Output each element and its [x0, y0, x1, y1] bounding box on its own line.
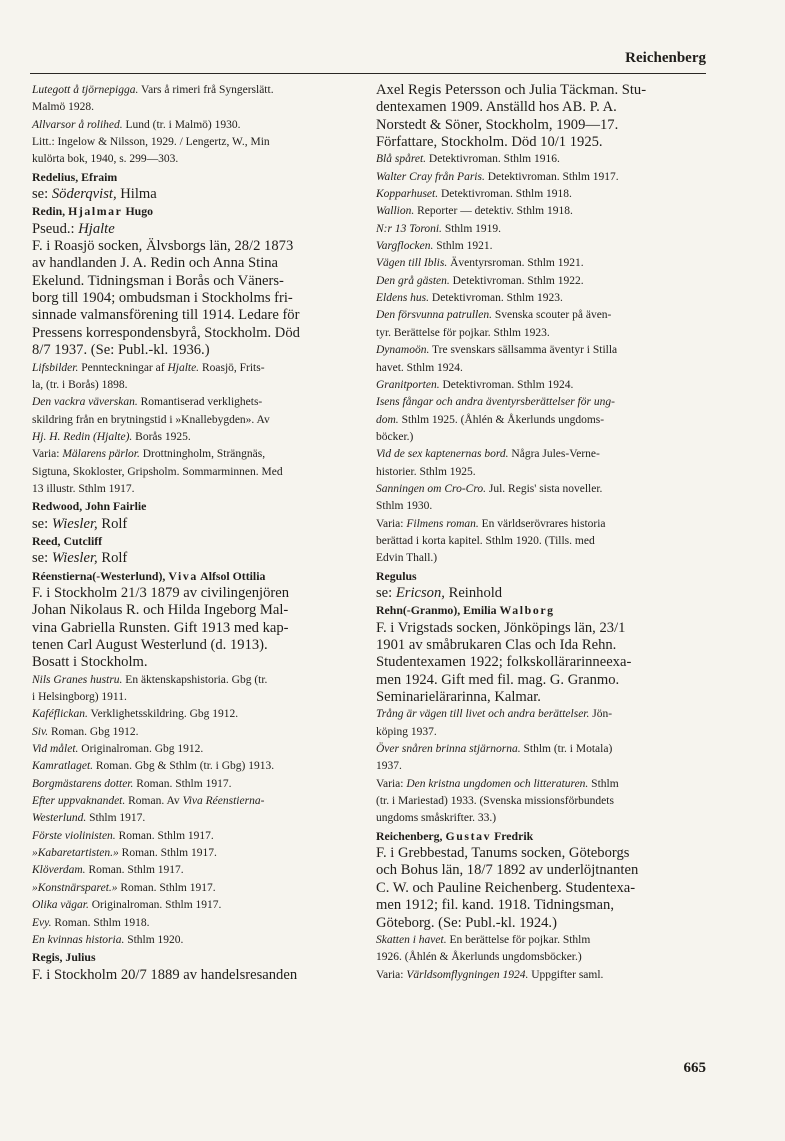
text-line: [32, 828, 362, 845]
entry-heading: Redwood, John Fairlie: [32, 499, 147, 514]
text-line: [32, 793, 362, 810]
text-line: [32, 394, 362, 411]
line-text: Reporter — detektiv. Sthlm 1918.: [414, 205, 573, 218]
title-text: dom.: [376, 413, 399, 426]
text-line: [376, 273, 706, 290]
text-line: 1926. (Åhlén & Åkerlunds ungdomsböcker.): [376, 951, 582, 964]
title-text: Blå spåret.: [376, 153, 427, 166]
text-line: Malmö 1928.: [32, 101, 94, 114]
title-text: Dynamoön.: [376, 344, 430, 357]
text-line: la, (tr. i Borås) 1898.: [32, 378, 128, 391]
line-text: Fredrik: [491, 828, 534, 843]
text-line: [32, 706, 362, 723]
line-text: En berättelse för pojkar. Sthlm: [446, 933, 591, 946]
entry-heading: [32, 203, 362, 220]
text-line: [32, 82, 362, 99]
line-text: Tre svenskars sällsamma äventyr i Stilla: [429, 344, 618, 357]
title-text: Kaféflickan.: [32, 708, 88, 721]
text-line: [376, 342, 706, 359]
line-text: Rolf: [97, 515, 128, 532]
title-text: Efter uppvaknandet.: [32, 795, 126, 808]
text-line: [376, 412, 706, 429]
line-text: En äktenskapshistoria. Gbg (tr.: [122, 673, 268, 686]
title-text: Förste violinisten.: [32, 829, 116, 842]
line-text: Detektivroman. Sthlm 1924.: [439, 378, 574, 391]
title-text: Den kristna ungdomen och litteraturen.: [406, 777, 589, 790]
text-line: men 1912; fil. kand. 1918. Tidningsman,: [376, 897, 614, 914]
header-rule: [30, 73, 706, 74]
line-text: Detektivroman. Sthlm 1922.: [449, 274, 584, 287]
text-line: ungdoms småskrifter. 33.): [376, 812, 497, 825]
text-line: köping 1937.: [376, 725, 437, 738]
text-line: berättad i korta kapitel. Sthlm 1920. (Tills. med: [376, 534, 595, 547]
line-text: Varia:: [376, 968, 407, 981]
cross-reference: [32, 186, 362, 203]
text-line: Johan Nikolaus R. och Hilda Ingeborg Mal-: [32, 602, 289, 619]
line-text: Vars å rimeri frå Syngerslätt.: [138, 84, 274, 96]
title-text: Hj. H. Redin (Hjalte).: [32, 430, 133, 443]
line-text: Rehn(-Granmo), Emilia: [376, 603, 500, 618]
line-text: Svenska scouter på även-: [491, 309, 612, 322]
line-text: En världserövrares historia: [478, 517, 606, 530]
text-line: borg till 1904; ombudsman i Stockholms fri-: [32, 290, 293, 307]
title-text: Den försvunna patrullen.: [376, 309, 492, 322]
text-line: F. i Stockholm 20/7 1889 av handelsresanden: [32, 966, 298, 983]
text-line: F. i Roasjö socken, Älvsborgs län, 28/2 1873: [32, 238, 294, 255]
line-text: Varia:: [376, 777, 407, 790]
text-line: Ekelund. Tidningsman i Borås och Väners-: [32, 272, 284, 289]
title-text: Trång är vägen till livet och andra berättelser.: [376, 708, 590, 721]
line-text: Några Jules-Verne-: [508, 448, 600, 461]
text-line: [32, 932, 362, 949]
title-text: Vägen till Iblis.: [376, 257, 448, 270]
text-line: [376, 967, 706, 984]
line-text: Uppgifter saml.: [528, 968, 604, 981]
text-line: Göteborg. (Se: Publ.-kl. 1924.): [376, 914, 557, 931]
text-line: [376, 255, 706, 272]
title-text: Westerlund.: [32, 812, 87, 825]
line-text: se:: [32, 550, 52, 567]
text-line: havet. Sthlm 1924.: [376, 361, 463, 374]
line-text: Roasjö, Frits-: [199, 361, 265, 374]
title-text: Granitporten.: [376, 378, 440, 391]
title-text: Siv.: [32, 725, 49, 738]
line-text: Roman. Sthlm 1917.: [133, 777, 232, 790]
right-column: [376, 82, 706, 984]
entry-heading: Regis, Julius: [32, 950, 96, 965]
text-line: [376, 221, 706, 238]
text-line: [32, 810, 362, 827]
line-text: Varia:: [376, 517, 407, 530]
text-line: [32, 446, 362, 463]
text-line: Edvin Thall.): [376, 552, 438, 565]
text-line: Bosatt i Stockholm.: [32, 654, 148, 671]
title-text: Klöverdam.: [32, 864, 86, 877]
title-text: Hjalte: [78, 220, 115, 237]
text-line: [376, 377, 706, 394]
text-line: tenen Carl August Westerlund (d. 1913).: [32, 637, 268, 653]
text-line: [376, 706, 706, 723]
text-line: Axel Regis Petersson och Julia Täckman. Stu-: [376, 82, 647, 98]
title-text: Sanningen om Cro-Cro.: [376, 482, 486, 495]
line-text: Rolf: [97, 550, 128, 567]
title-text: Eldens hus.: [376, 292, 430, 305]
title-text: Den grå gästen.: [376, 274, 450, 287]
line-text: se:: [32, 515, 52, 532]
line-text: Roman. Sthlm 1917.: [115, 829, 214, 842]
text-line: C. W. och Pauline Reichenberg. Studentexa-: [376, 879, 636, 896]
entry-heading: [32, 568, 362, 585]
text-line: 8/7 1937. (Se: Publ.-kl. 1936.): [32, 342, 210, 359]
text-line: [32, 880, 362, 897]
title-text: Wallion.: [376, 205, 415, 218]
line-text: Sthlm 1917.: [86, 812, 146, 825]
title-text: Kamratlaget.: [32, 760, 94, 773]
title-text: Över snåren brinna stjärnorna.: [376, 743, 521, 756]
title-text: Allvarsor å rolihed.: [32, 118, 123, 131]
line-text: Walborg: [499, 603, 555, 618]
text-line: Norstedt & Söner, Stockholm, 1909—17.: [376, 116, 619, 133]
text-line: [376, 394, 706, 411]
text-line: och Bohus län, 18/7 1892 av underlöjtnanten: [376, 862, 639, 879]
cross-reference: [376, 585, 706, 602]
text-line: [32, 845, 362, 862]
line-text: Verklighetsskildring. Gbg 1912.: [87, 708, 239, 721]
title-text: Nils Granes hustru.: [32, 673, 123, 686]
title-text: Vid målet.: [32, 743, 79, 756]
line-text: Sthlm (tr. i Motala): [520, 743, 613, 756]
line-text: Detektivroman. Sthlm 1917.: [484, 170, 619, 183]
text-line: men 1924. Gift med fil. mag. G. Granmo.: [376, 671, 620, 688]
title-text: Skatten i havet.: [376, 933, 447, 946]
text-line: historier. Sthlm 1925.: [376, 465, 476, 478]
line-text: Jön-: [589, 708, 613, 721]
cross-reference: [32, 550, 362, 567]
line-text: Reichenberg,: [376, 828, 446, 843]
line-text: Sthlm 1920.: [124, 933, 184, 946]
line-text: Romantiserad verklighets-: [137, 396, 263, 409]
line-text: Reinhold: [444, 584, 503, 601]
title-text: Lifsbilder.: [32, 361, 79, 374]
title-text: En kvinnas historia.: [32, 933, 125, 946]
running-head: Reichenberg: [625, 50, 706, 66]
text-line: F. i Stockholm 21/3 1879 av civilingenjören: [32, 584, 290, 601]
line-text: Detektivroman. Sthlm 1923.: [429, 292, 563, 305]
line-text: Redin,: [32, 204, 69, 219]
line-text: Borås 1925.: [132, 430, 191, 443]
title-text: Evy.: [32, 916, 52, 929]
line-text: Jul. Regis' sista noveller.: [486, 482, 603, 495]
title-text: Walter Cray från Paris.: [376, 170, 485, 183]
text-line: sinnade valmansförening till 1914. Ledare för: [32, 307, 300, 324]
title-text: Ericson,: [395, 584, 445, 601]
text-line: [32, 117, 362, 134]
text-line: i Helsingborg) 1911.: [32, 691, 127, 704]
text-line: Pressens korrespondensbyrå, Stockholm. Död: [32, 324, 300, 341]
text-line: (tr. i Mariestad) 1933. (Svenska missionsförbundets: [376, 795, 614, 808]
text-line: [32, 360, 362, 377]
line-text: Detektivroman. Sthlm 1916.: [426, 153, 560, 166]
text-line: Sigtuna, Skokloster, Gripsholm. Sommarminnen. Med: [32, 465, 283, 478]
title-text: Olika vägar.: [32, 899, 89, 912]
line-text: Viva: [168, 568, 198, 583]
text-line: skildring från en brytningstid i »Knallebygden». Av: [32, 413, 270, 426]
title-text: Kopparhuset.: [376, 188, 439, 201]
text-line: [32, 862, 362, 879]
line-text: Sthlm 1919.: [441, 222, 502, 235]
text-line: 13 illustr. Sthlm 1917.: [32, 482, 135, 495]
line-text: Varia:: [32, 448, 63, 461]
title-text: Borgmästarens dotter.: [32, 777, 134, 790]
line-text: Roman. Gbg 1912.: [48, 725, 139, 738]
title-text: »Konstnärsparet.»: [32, 881, 118, 894]
title-text: Den vackra väverskan.: [32, 396, 138, 409]
title-text: Wiesler,: [51, 550, 98, 567]
line-text: Roman. Sthlm 1917.: [85, 864, 184, 877]
text-line: [376, 169, 706, 186]
line-text: Sthlm 1925. (Åhlén & Åkerlunds ungdoms-: [398, 413, 605, 426]
text-line: [376, 516, 706, 533]
cross-reference: [32, 516, 362, 533]
title-text: Världsomflygningen 1924.: [406, 968, 529, 981]
line-text: Gustav: [445, 828, 492, 843]
page-number: 665: [683, 1060, 706, 1076]
text-line: [376, 290, 706, 307]
title-text: Viva Réenstierna-: [182, 795, 265, 808]
entry-heading: [376, 602, 706, 619]
line-text: Pseud.:: [32, 220, 79, 237]
title-text: Lutegott å tjörnepigga.: [32, 84, 139, 96]
text-line: Litt.: Ingelow & Nilsson, 1929. / Lengertz, W., Min: [32, 136, 270, 149]
text-line: [376, 151, 706, 168]
title-text: N:r 13 Toroni.: [376, 222, 442, 235]
text-line: [32, 758, 362, 775]
title-text: Isens fångar och andra äventyrsberättelser för ung-: [376, 396, 615, 409]
line-text: Originalroman. Sthlm 1917.: [88, 899, 222, 912]
text-line: av handlanden J. A. Redin och Anna Stina: [32, 255, 279, 272]
text-line: [32, 724, 362, 741]
title-text: Mälarens pärlor.: [62, 448, 140, 461]
text-line: F. i Grebbestad, Tanums socken, Göteborgs: [376, 845, 630, 862]
line-text: Sthlm 1921.: [433, 240, 493, 253]
line-text: se:: [32, 186, 52, 203]
entry-heading: Reed, Cutcliff: [32, 533, 103, 548]
line-text: Lund (tr. i Malmö) 1930.: [122, 118, 241, 131]
line-text: Roman. Av: [125, 795, 183, 808]
text-line: kulörta bok, 1940, s. 299—303.: [32, 153, 179, 166]
line-text: Äventyrsroman. Sthlm 1921.: [447, 257, 584, 270]
text-line: F. i Vrigstads socken, Jönköpings län, 23/1: [376, 619, 626, 636]
text-line: [376, 186, 706, 203]
text-line: tyr. Berättelse för pojkar. Sthlm 1923.: [376, 326, 550, 339]
text-line: Seminarielärarinna, Kalmar.: [376, 689, 541, 706]
text-line: [32, 776, 362, 793]
title-text: Wiesler,: [51, 515, 98, 532]
text-line: vina Gabriella Runsten. Gift 1913 med kap-: [32, 619, 289, 636]
line-text: Roman. Gbg & Sthlm (tr. i Gbg) 1913.: [93, 760, 275, 773]
line-text: Roman. Sthlm 1917.: [117, 881, 216, 894]
line-text: Alfsol Ottilia: [197, 568, 266, 583]
entry-heading: Redelius, Efraim: [32, 169, 118, 184]
entry-heading: Regulus: [376, 568, 417, 583]
text-line: [376, 741, 706, 758]
title-text: Söderqvist,: [51, 186, 117, 203]
text-line: [376, 203, 706, 220]
text-line: [376, 776, 706, 793]
text-line: [32, 741, 362, 758]
text-line: Författare, Stockholm. Död 10/1 1925.: [376, 134, 603, 151]
title-text: Filmens roman.: [406, 517, 479, 530]
text-line: [32, 429, 362, 446]
text-line: [32, 915, 362, 932]
line-text: Roman. Sthlm 1918.: [51, 916, 150, 929]
text-line: [376, 446, 706, 463]
line-text: Hjalmar: [68, 204, 123, 219]
text-line: [376, 481, 706, 498]
title-text: Vid de sex kaptenernas bord.: [376, 448, 509, 461]
title-text: Hjalte.: [167, 361, 200, 374]
entry-heading: [376, 828, 706, 845]
text-line: [32, 897, 362, 914]
text-line: [32, 672, 362, 689]
line-text: Réenstierna(-Westerlund),: [32, 568, 169, 583]
text-line: böcker.): [376, 430, 414, 443]
line-text: Roman. Sthlm 1917.: [118, 847, 217, 860]
text-line: [376, 932, 706, 949]
line-text: Sthlm: [588, 777, 619, 790]
text-line: 1901 av småbrukaren Clas och Ida Rehn.: [376, 637, 617, 653]
left-column: [32, 82, 362, 984]
pseudonym-line: [32, 221, 362, 238]
text-line: dentexamen 1909. Anställd hos AB. P. A.: [376, 99, 617, 116]
line-text: Originalroman. Gbg 1912.: [78, 743, 204, 756]
text-line: [376, 307, 706, 324]
line-text: Pennteckningar af: [78, 361, 168, 374]
line-text: Drottningholm, Strängnäs,: [139, 448, 266, 461]
text-line: Sthlm 1930.: [376, 500, 433, 513]
title-text: Vargflocken.: [376, 240, 434, 253]
text-line: [376, 238, 706, 255]
text-line: Studentexamen 1922; folkskollärarinneexa-: [376, 654, 632, 671]
title-text: »Kabaretartisten.»: [32, 847, 119, 860]
line-text: se:: [376, 584, 396, 601]
text-line: 1937.: [376, 760, 402, 773]
line-text: Detektivroman. Sthlm 1918.: [438, 188, 572, 201]
line-text: Hugo: [122, 204, 153, 219]
line-text: Hilma: [116, 186, 157, 203]
